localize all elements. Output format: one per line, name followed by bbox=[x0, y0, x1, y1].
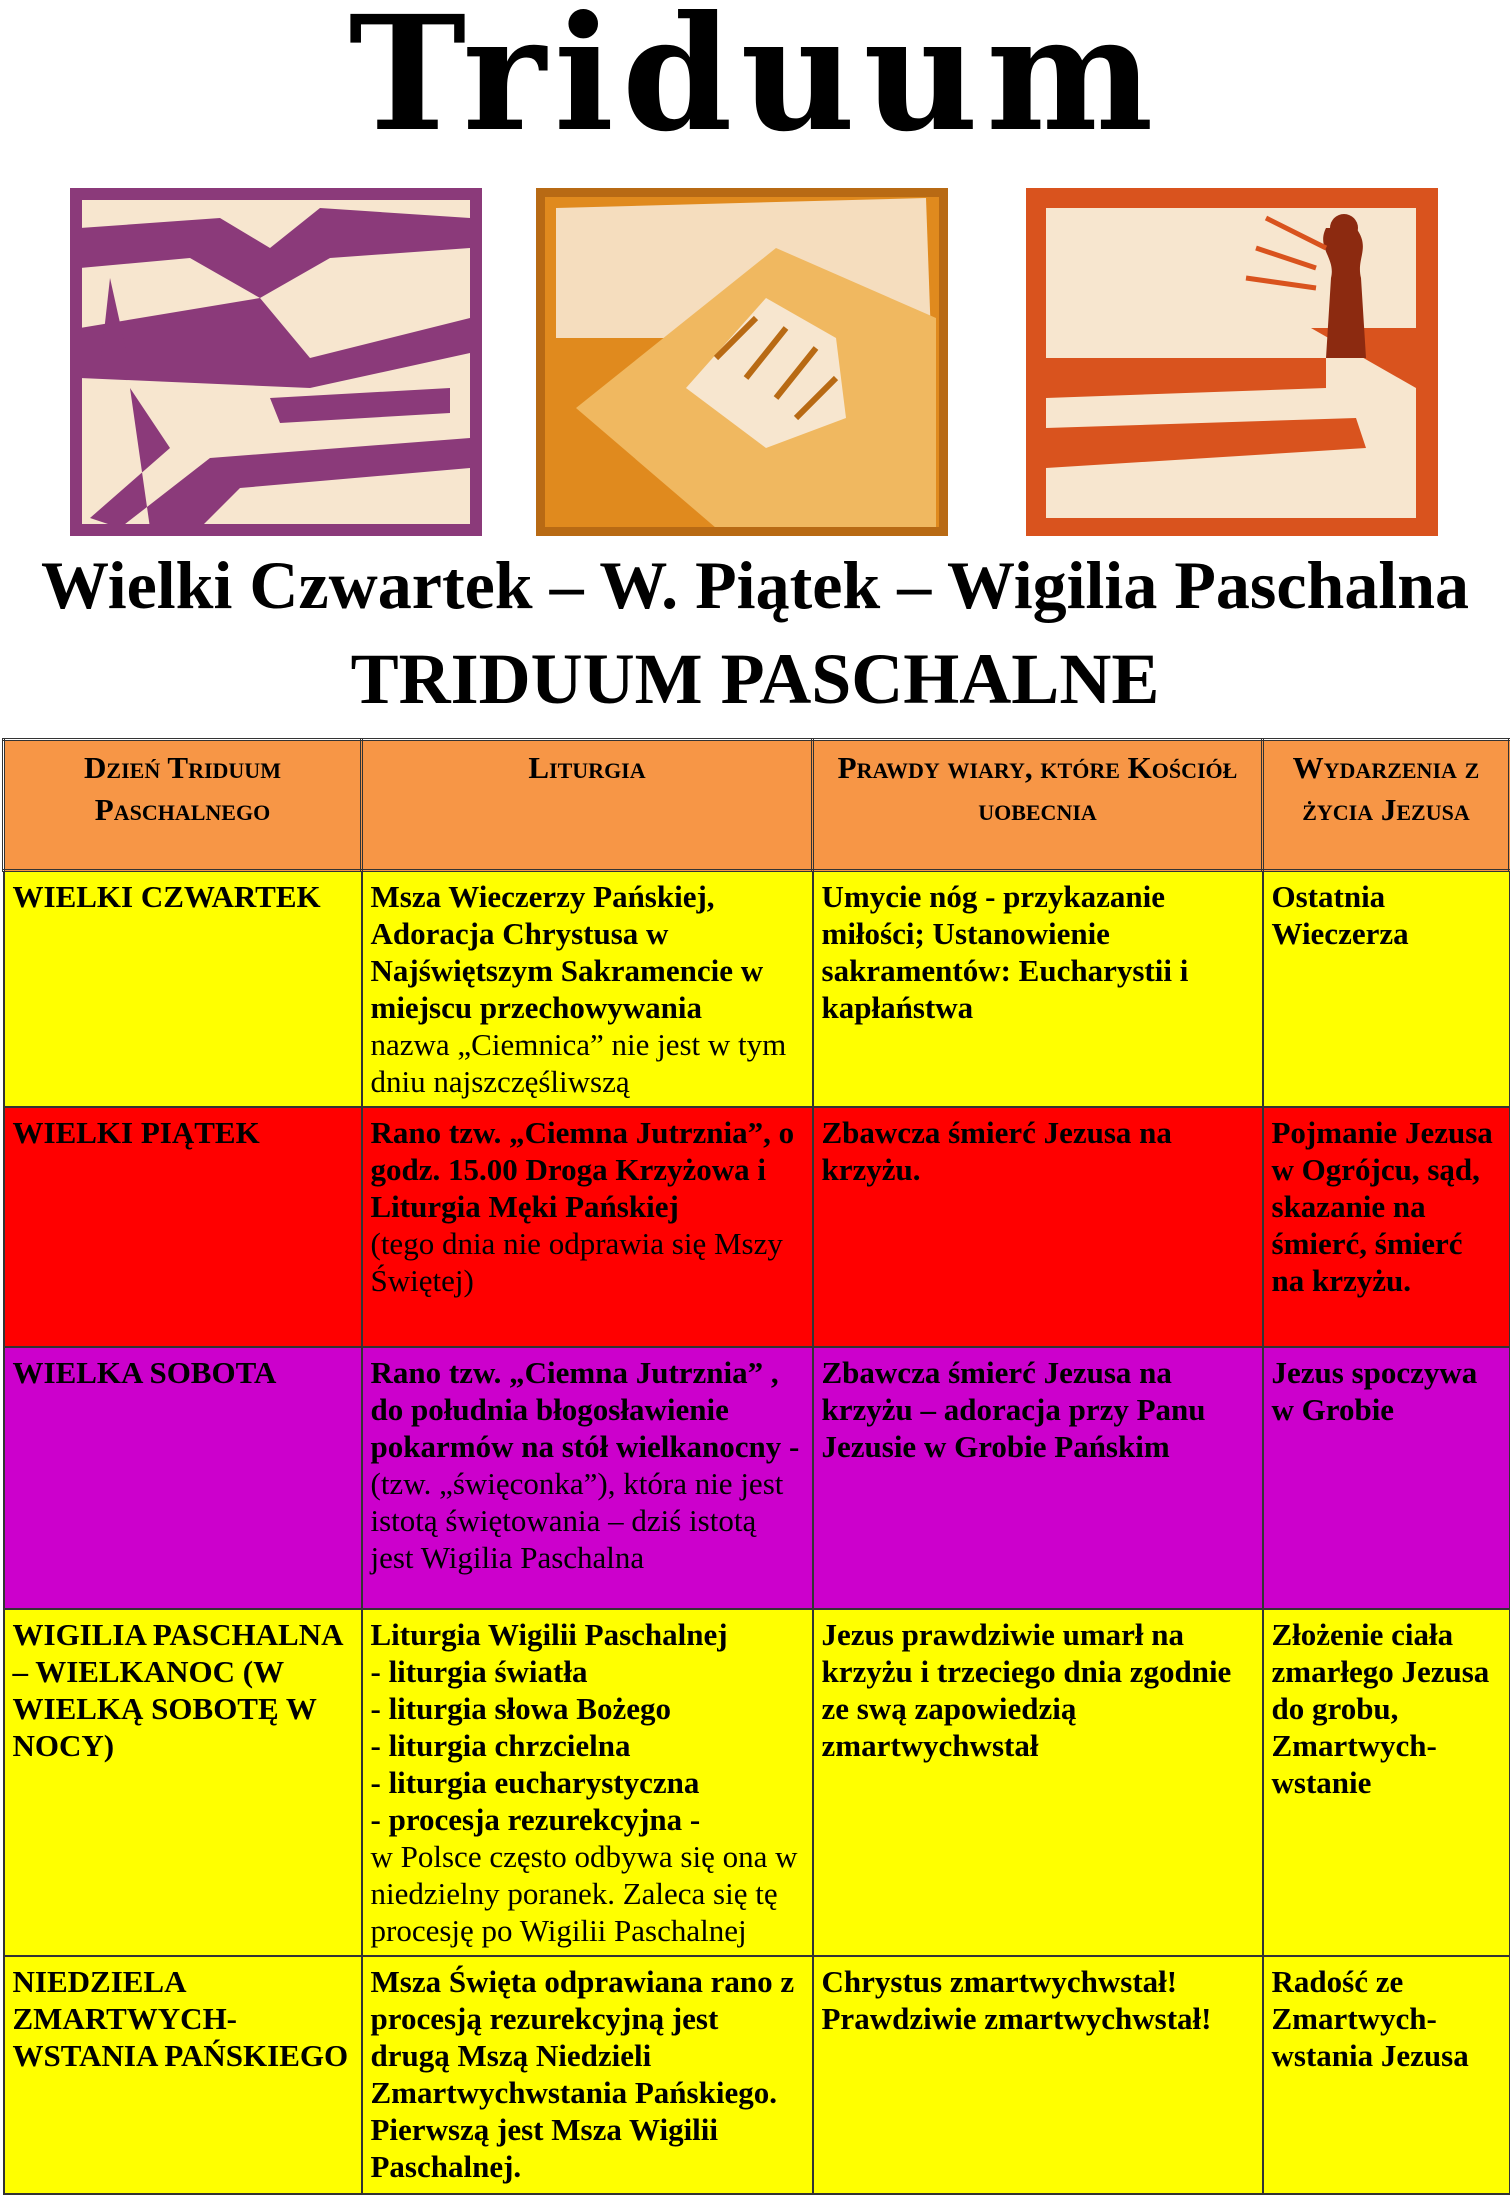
day-cell: WIGILIA PASCHALNA – WIELKANOC (W WIELKĄ SOBOTĘ W NOCY) bbox=[4, 1609, 362, 1956]
column-header-day: Dzień Triduum Paschalnego bbox=[4, 740, 362, 871]
liturgy-cell bbox=[362, 1609, 813, 1956]
table-row bbox=[4, 871, 1510, 1108]
triduum-illustration-panels bbox=[70, 188, 1470, 536]
table-header-row bbox=[4, 740, 1510, 871]
liturgy-note-text: (tzw. „święconka”), która nie jest istotą świętowania – dziś istotą jest Wigilia Paschalna bbox=[370, 1466, 784, 1575]
liturgy-line: - liturgia chrzcielna bbox=[370, 1728, 631, 1763]
events-cell: Ostatnia Wieczerza bbox=[1263, 871, 1510, 1108]
truths-cell: Zbawcza śmierć Jezusa na krzyżu. bbox=[813, 1107, 1263, 1347]
last-supper-panel-image bbox=[70, 188, 482, 536]
liturgy-cell bbox=[362, 1347, 813, 1609]
logo-title: Triduum bbox=[348, 0, 1162, 167]
liturgy-cell bbox=[362, 871, 813, 1108]
events-cell: Pojmanie Jezusa w Ogrójcu, sąd, skazanie na śmierć, śmierć na krzyżu. bbox=[1263, 1107, 1510, 1347]
truths-cell: Zbawcza śmierć Jezusa na krzyżu – adoracja przy Panu Jezusie w Grobie Pańskim bbox=[813, 1347, 1263, 1609]
table-row bbox=[4, 1107, 1510, 1347]
table-row bbox=[4, 1956, 1510, 2194]
resurrection-panel-image bbox=[1026, 188, 1438, 536]
liturgy-line: Liturgia Wigilii Paschalnej bbox=[370, 1617, 728, 1652]
events-cell: Jezus spoczywa w Grobie bbox=[1263, 1347, 1510, 1609]
liturgy-bold-text: Msza Wieczerzy Pańskiej, Adoracja Chrystusa w Najświętszym Sakramencie w miejscu przechowywania bbox=[370, 879, 764, 1025]
day-cell: WIELKI CZWARTEK bbox=[4, 871, 362, 1108]
liturgy-cell: Msza Święta odprawiana rano z procesją rezurekcyjną jest drugą Mszą Niedzieli Zmartwychwstania Pańskiego. Pierwszą jest Msza Wigilii Paschalnej. bbox=[362, 1956, 813, 2194]
liturgy-line: - procesja rezurekcyjna - bbox=[370, 1802, 701, 1837]
hand-panel-image bbox=[536, 188, 948, 536]
truths-cell: Jezus prawdziwie umarł na krzyżu i trzeciego dnia zgodnie ze swą zapowiedzią zmartwychwstał bbox=[813, 1609, 1263, 1956]
column-header-truths: Prawdy wiary, które Kościół uobecnia bbox=[813, 740, 1263, 871]
liturgy-line: - liturgia światła bbox=[370, 1654, 588, 1689]
table-row bbox=[4, 1609, 1510, 1956]
subtitle-triduum-paschalne: TRIDUUM PASCHALNE bbox=[350, 639, 1160, 719]
truths-cell: Umycie nóg - przykazanie miłości; Ustanowienie sakramentów: Eucharystii i kapłaństwa bbox=[813, 871, 1263, 1108]
truths-cell: Chrystus zmartwychwstał! Prawdziwie zmartwychwstał! bbox=[813, 1956, 1263, 2194]
column-header-events: Wydarzenia z życia Jezusa bbox=[1263, 740, 1510, 871]
liturgy-note-text: w Polsce często odbywa się ona w niedzielny poranek. Zaleca się tę procesję po Wigilii Paschalnej bbox=[370, 1839, 798, 1948]
triduum-table bbox=[2, 738, 1510, 2195]
subtitle-days: Wielki Czwartek – W. Piątek – Wigilia Paschalna bbox=[40, 547, 1470, 623]
liturgy-line: - liturgia słowa Bożego bbox=[370, 1691, 671, 1726]
liturgy-note-text: (tego dnia nie odprawia się Mszy Świętej) bbox=[370, 1226, 783, 1298]
liturgy-bold-text: Rano tzw. „Ciemna Jutrznia” , do południa błogosławienie pokarmów na stół wielkanocny - bbox=[370, 1355, 800, 1464]
liturgy-note-text: nazwa „Ciemnica” nie jest w tym dniu najszczęśliwszą bbox=[370, 1027, 787, 1099]
liturgy-cell bbox=[362, 1107, 813, 1347]
liturgy-bold-text: Rano tzw. „Ciemna Jutrznia”, o godz. 15.00 Droga Krzyżowa i Liturgia Męki Pańskiej bbox=[370, 1115, 795, 1224]
events-cell: Radość ze Zmartwych-wstania Jezusa bbox=[1263, 1956, 1510, 2194]
day-cell: WIELKA SOBOTA bbox=[4, 1347, 362, 1609]
day-cell: NIEDZIELA ZMARTWYCH-WSTANIA PAŃSKIEGO bbox=[4, 1956, 362, 2194]
day-cell: WIELKI PIĄTEK bbox=[4, 1107, 362, 1347]
column-header-liturgy: Liturgia bbox=[362, 740, 813, 871]
liturgy-line: - liturgia eucharystyczna bbox=[370, 1765, 700, 1800]
table-row bbox=[4, 1347, 1510, 1609]
events-cell: Złożenie ciała zmarłego Jezusa do grobu, Zmartwych-wstanie bbox=[1263, 1609, 1510, 1956]
